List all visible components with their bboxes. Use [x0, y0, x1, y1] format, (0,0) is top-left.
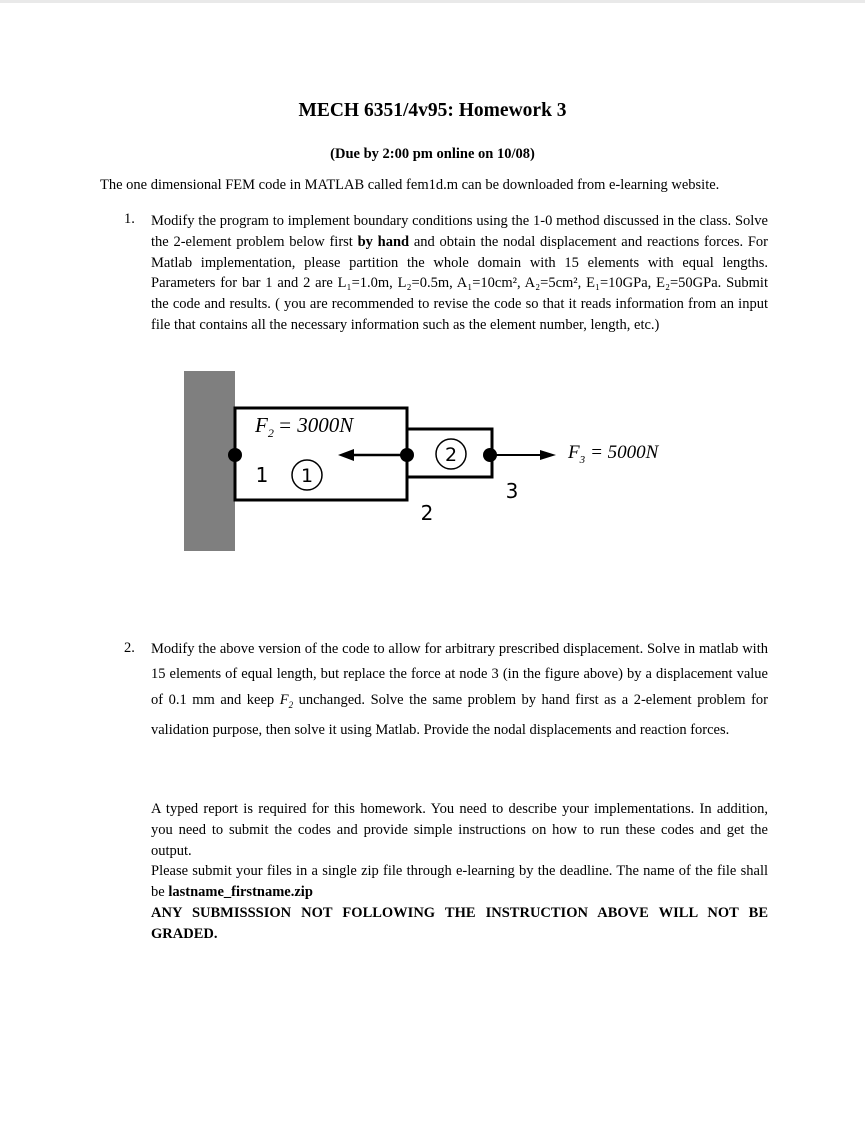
force3-sub: 3 — [579, 454, 586, 466]
force2-label — [254, 413, 354, 440]
node2-dot — [400, 448, 414, 462]
problem1-text-b: and obtain the nodal displacement and reactions forces. For Matlab implementation, please partition the whole domain with 15 elements with equal lengths. Parameters for bar 1 and 2 are L₁=1.0m, L₂=0.5m, A₁=10cm², A₂=5cm², E₁=10GPa, E₂=50GPa. Submit the code and results. ( you are recommended to revise the code so that it reads information from an input file that contains all the necessary information such as the element number, length, etc.) — [151, 233, 768, 333]
force3-label — [567, 442, 660, 466]
element1-label: 1 — [300, 465, 314, 487]
problem1-bold: by hand — [357, 233, 410, 250]
node1-dot — [228, 448, 242, 462]
force3-arrowhead — [540, 450, 556, 460]
page-title: MECH 6351/4v95: Homework 3 — [298, 100, 567, 121]
force3-value: = 5000N — [590, 442, 659, 463]
problem2-text — [151, 637, 768, 744]
problem2-number: 2. — [124, 640, 135, 656]
problem2-sub: 2 — [288, 699, 294, 710]
report-section — [151, 799, 768, 945]
problem2-text-b: unchanged. Solve the same problem by hand first as a 2-element problem for validation purpose, then solve it using Matlab. Provide the nodal displacements and reaction forces. — [151, 691, 768, 739]
fixed-wall — [184, 371, 235, 551]
due-date: (Due by 2:00 pm online on 10/08) — [330, 146, 535, 162]
intro-text: The one dimensional FEM code in MATLAB called fem1d.m can be downloaded from e-learning website. — [100, 177, 720, 193]
element2-label: 2 — [444, 444, 458, 466]
report-warning: ANY SUBMISSSION NOT FOLLOWING THE INSTRUCTION ABOVE WILL NOT BE GRADED. — [151, 904, 768, 942]
node2-label: 2 — [420, 501, 434, 525]
problem2-var: F — [279, 691, 289, 708]
problem2-text-a: Modify the above version of the code to allow for arbitrary prescribed displacement. Solve in matlab with 15 elements of equal length, but replace the force at node 3 (in the figure above) by a displacement value of 0.1 mm and keep — [151, 641, 768, 708]
problem1-text-a: Modify the program to implement boundary conditions using the 1-0 method discussed in the class. Solve the 2-element problem below first — [151, 213, 768, 250]
problem1-number: 1. — [124, 211, 135, 227]
force2-arrowhead — [338, 449, 354, 461]
force2-sub: 2 — [267, 426, 274, 440]
force3-var: F — [568, 442, 580, 463]
report-para2 — [151, 861, 768, 903]
node1-label: 1 — [255, 463, 269, 487]
node3-label: 3 — [505, 479, 519, 503]
report-filename: lastname_firstname.zip — [168, 884, 313, 901]
force2-var: F — [255, 413, 268, 437]
report-para2-text: Please submit your files in a single zip file through e-learning by the deadline. The name of the file shall be — [151, 863, 768, 901]
report-para1: A typed report is required for this homework. You need to describe your implementations. In addition, you need to submit the codes and provide simple instructions on how to run these codes and get the output. — [151, 801, 768, 859]
node3-dot — [483, 448, 497, 462]
force2-value: = 3000N — [277, 413, 354, 437]
